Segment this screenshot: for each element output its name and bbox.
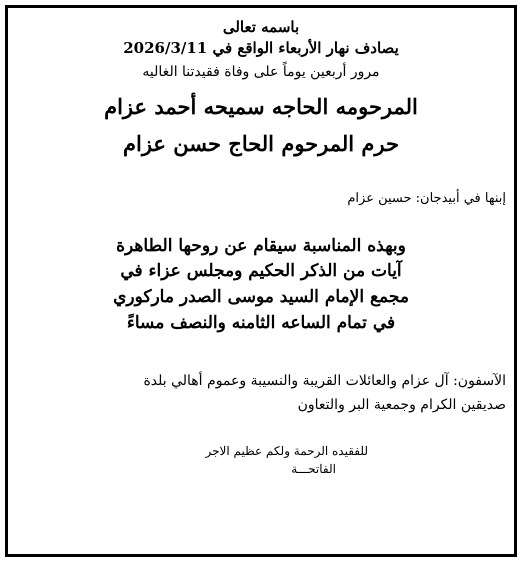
occasion-line-1: وبهذه المناسبة سيقام عن روحها الطاهرة bbox=[116, 236, 406, 256]
forty-days-line: مرور أربعين يوماً على وفاة فقيدتنا الغاليه bbox=[142, 64, 380, 80]
invocation-heading: باسمه تعالى bbox=[222, 18, 300, 36]
spouse-line: حرم المرحوم الحاج حسن عزام bbox=[122, 131, 399, 156]
fatiha-line: الفاتحـــة bbox=[291, 462, 336, 476]
occasion-line-2: آيات من الذكر الحكيم ومجلس عزاء في bbox=[120, 261, 402, 281]
notice-frame bbox=[5, 5, 517, 557]
son-line: إبنها في أبيدجان: حسين عزام bbox=[347, 191, 506, 206]
occasion-line-4: في تمام الساعه الثامنه والنصف مساءً bbox=[126, 313, 396, 333]
mourners-line-1: الآسفون: آل عزام والعائلات القريبة والنسيبة وعموم أهالي بلدة bbox=[143, 373, 506, 389]
occasion-line-3: مجمع الإمام السيد موسى الصدر ماركوري bbox=[113, 287, 409, 307]
date-line: يصادف نهار الأربعاء الواقع في 2026/3/11 bbox=[123, 39, 399, 57]
closing-prayer: للفقيده الرحمة ولكم عظيم الاجر bbox=[205, 444, 368, 458]
deceased-name: المرحومه الحاجه سميحه أحمد عزام bbox=[104, 94, 418, 119]
mourners-line-2: صديقين الكرام وجمعية البر والتعاون bbox=[297, 397, 506, 413]
